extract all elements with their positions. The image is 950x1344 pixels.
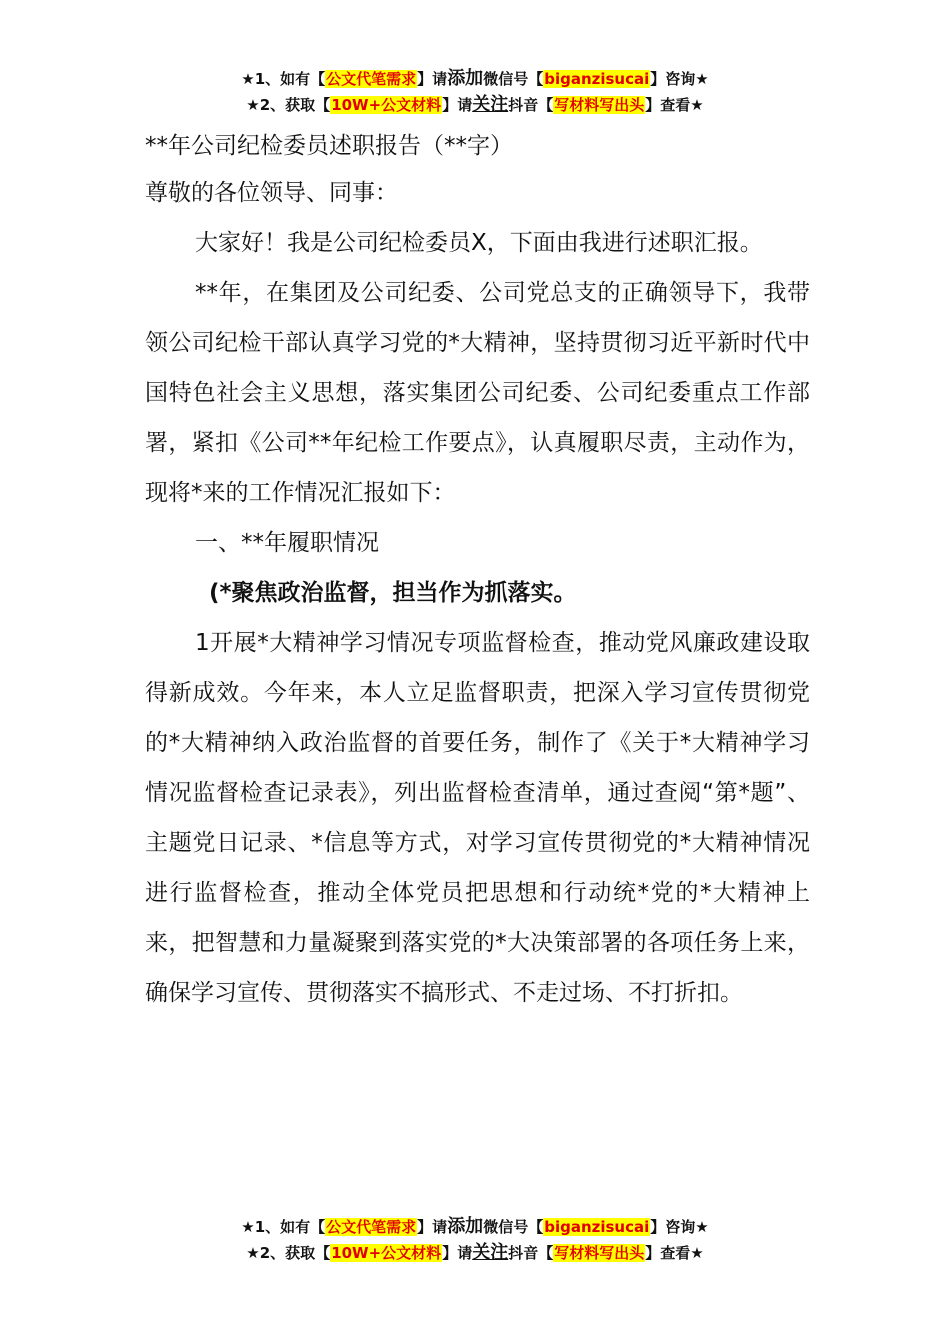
promo-line-2 bbox=[0, 92, 950, 118]
paragraph-item-1: 1开展*大精神学习情况专项监督检查，推动党风廉政建设取得新成效。今年来，本人立足监督职责，把深入学习宣传贯彻党的*大精神纳入政治监督的首要任务，制作了《关于*大精神学习情况监督检查记录表》，列出监督检查清单，通过查阅“第*题”、主题党日记录、*信息等方式，对学习宣传贯彻党的*大精神情况进行监督检查，推动全体党员把思想和行动统*党的*大精神上来，把智慧和力量凝聚到落实党的*大决策部署的各项任务上来，确保学习宣传、贯彻落实不搞形式、不走过场、不打折扣。 bbox=[145, 630, 810, 1006]
promo-highlight: 公文代笔需求 bbox=[326, 1218, 417, 1236]
paragraph-summary: **年，在集团及公司纪委、公司党总支的正确领导下，我带领公司纪检干部认真学习党的*大精神，坚持贯彻习近平新时代中国特色社会主义思想，落实集团公司纪委、公司纪委重点工作部署，紧扣《公司**年纪检工作要点》，认真履职尽责，主动作为，现将*来的工作情况汇报如下： bbox=[145, 280, 810, 506]
bottom-promo-banner bbox=[0, 1214, 950, 1266]
promo-text: 微信号【 bbox=[483, 1218, 544, 1236]
promo-text: 】请 bbox=[417, 70, 448, 88]
promo-emphasis: 关注 bbox=[472, 94, 509, 115]
promo-text: 】请 bbox=[442, 96, 473, 114]
promo-text: 】查看★ bbox=[645, 1244, 704, 1262]
promo-text: 】查看★ bbox=[645, 96, 704, 114]
promo-douyin-id: 写材料写出头 bbox=[554, 1244, 645, 1262]
paragraph-intro: 大家好！我是公司纪检委员X，下面由我进行述职汇报。 bbox=[195, 230, 763, 256]
promo-highlight: 10W+公文材料 bbox=[331, 1244, 442, 1262]
promo-line-1 bbox=[0, 66, 950, 92]
document-body bbox=[145, 126, 810, 1018]
promo-line-1 bbox=[0, 1214, 950, 1240]
promo-emphasis: 添加 bbox=[447, 1216, 484, 1237]
promo-line-2 bbox=[0, 1240, 950, 1266]
greeting: 尊敬的各位领导、同事： bbox=[145, 180, 398, 206]
promo-wechat-id: biganzisucai bbox=[544, 70, 650, 88]
subsection-heading: (*聚焦政治监督，担当作为抓落实。 bbox=[209, 580, 577, 606]
top-promo-banner bbox=[0, 66, 950, 118]
promo-emphasis: 添加 bbox=[447, 68, 484, 89]
promo-emphasis: 关注 bbox=[472, 1242, 509, 1263]
promo-text: 微信号【 bbox=[483, 70, 544, 88]
promo-douyin-id: 写材料写出头 bbox=[554, 96, 645, 114]
promo-text: ★2、获取【 bbox=[246, 96, 331, 114]
promo-text: 抖音【 bbox=[508, 1244, 554, 1262]
promo-text: 】请 bbox=[417, 1218, 448, 1236]
promo-text: 】咨询★ bbox=[650, 70, 709, 88]
promo-text: ★1、如有【 bbox=[241, 1218, 326, 1236]
promo-highlight: 公文代笔需求 bbox=[326, 70, 417, 88]
promo-text: ★1、如有【 bbox=[241, 70, 326, 88]
promo-text: 抖音【 bbox=[508, 96, 554, 114]
promo-text: 】请 bbox=[442, 1244, 473, 1262]
document-title: **年公司纪检委员述职报告（**字） bbox=[145, 133, 513, 159]
section-heading: 一、**年履职情况 bbox=[195, 530, 379, 556]
promo-text: ★2、获取【 bbox=[246, 1244, 331, 1262]
promo-highlight: 10W+公文材料 bbox=[331, 96, 442, 114]
promo-wechat-id: biganzisucai bbox=[544, 1218, 650, 1236]
promo-text: 】咨询★ bbox=[650, 1218, 709, 1236]
